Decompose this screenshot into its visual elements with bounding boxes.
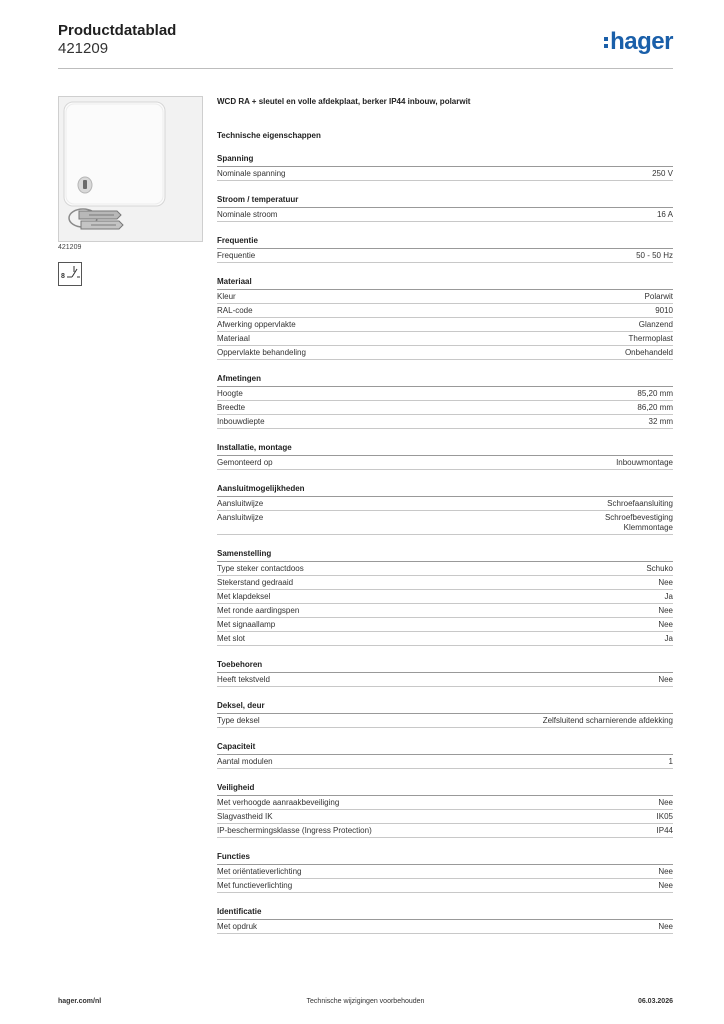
property-value [658, 620, 673, 630]
property-value-line: Nee [658, 620, 673, 629]
footer-website-link[interactable]: hager.com/nl [58, 998, 102, 1005]
property-label: Heeft tekstveld [217, 675, 270, 684]
property-row [217, 346, 673, 360]
property-label: Met oriëntatieverlichting [217, 867, 302, 876]
section-title: Toebehoren [217, 660, 673, 673]
property-value-line: 32 mm [648, 417, 673, 426]
property-label: Type deksel [217, 716, 260, 725]
property-row [217, 824, 673, 838]
property-value [605, 513, 673, 533]
property-row [217, 387, 673, 401]
property-value-line: Nee [658, 881, 673, 890]
property-label: Met signaallamp [217, 620, 276, 629]
property-label: Stekerstand gedraaid [217, 578, 294, 587]
section-title: Materiaal [217, 277, 673, 290]
property-value-line: Nee [658, 867, 673, 876]
property-value-line: Nee [658, 578, 673, 587]
property-label: Met ronde aardingspen [217, 606, 300, 615]
property-value [658, 798, 673, 808]
property-value-line: Nee [658, 606, 673, 615]
property-label: Met slot [217, 634, 246, 643]
logo-text: hager [610, 28, 673, 55]
property-value [658, 867, 673, 877]
property-value [669, 757, 673, 767]
section-title: Stroom / temperatuur [217, 195, 673, 208]
property-section [217, 549, 673, 646]
property-value [652, 169, 673, 179]
property-section [217, 701, 673, 728]
property-section [217, 277, 673, 360]
property-row [217, 167, 673, 181]
property-value-line: 85,20 mm [637, 389, 673, 398]
property-value [607, 499, 673, 509]
property-row [217, 401, 673, 415]
property-value-line: 250 V [652, 169, 673, 178]
footer-note: Technische wijzigingen voorbehouden [306, 998, 425, 1005]
property-row [217, 318, 673, 332]
property-row [217, 304, 673, 318]
property-value-line: IK05 [656, 812, 673, 821]
property-row [217, 562, 673, 576]
property-section [217, 195, 673, 222]
section-title: Capaciteit [217, 742, 673, 755]
property-label: Nominale spanning [217, 169, 286, 178]
property-label: Kleur [217, 292, 236, 301]
property-value-line: Onbehandeld [624, 348, 673, 357]
footer-date: 06.03.2026 [637, 998, 673, 1005]
property-section [217, 236, 673, 263]
property-value [657, 812, 673, 822]
property-section [217, 660, 673, 687]
section-title: Identificatie [217, 907, 673, 920]
property-row [217, 810, 673, 824]
section-title: Veiligheid [217, 783, 673, 796]
hager-logo [604, 30, 673, 54]
product-description: WCD RA + sleutel en volle afdekplaat, berker IP44 inbouw, polarwit [217, 97, 471, 106]
section-title: Deksel, deur [217, 701, 673, 714]
property-row [217, 632, 673, 646]
property-row [217, 208, 673, 222]
property-label: Met verhoogde aanraakbeveiliging [217, 798, 340, 807]
property-label: Materiaal [217, 334, 250, 343]
technical-properties-heading: Technische eigenschappen [217, 131, 321, 140]
property-row [217, 714, 673, 728]
property-section [217, 154, 673, 181]
property-label: Slagvastheid IK [217, 812, 273, 821]
property-label: Met functieverlichting [217, 881, 293, 890]
property-value-line: Glanzend [638, 320, 673, 329]
property-section [217, 484, 673, 535]
image-caption: 421209 [58, 244, 82, 251]
property-value [658, 578, 673, 588]
property-label: RAL-code [217, 306, 253, 315]
property-value-line: Ja [664, 634, 673, 643]
property-label: Gemonteerd op [217, 458, 273, 467]
product-number: 421209 [58, 40, 109, 57]
property-row [217, 590, 673, 604]
wiring-symbol-icon [58, 262, 82, 286]
property-value [543, 716, 673, 726]
property-section [217, 742, 673, 769]
property-row [217, 497, 673, 511]
property-row [217, 920, 673, 934]
property-label: Afwerking oppervlakte [217, 320, 296, 329]
property-section [217, 374, 673, 429]
section-title: Samenstelling [217, 549, 673, 562]
property-value [657, 826, 673, 836]
property-value [665, 592, 673, 602]
property-label: Hoogte [217, 389, 243, 398]
property-label: IP-beschermingsklasse (Ingress Protection) [217, 826, 372, 835]
property-row [217, 865, 673, 879]
property-value [637, 389, 673, 399]
property-row [217, 290, 673, 304]
property-value-line: Schuko [646, 564, 673, 573]
property-value-line: Nee [658, 675, 673, 684]
property-row [217, 576, 673, 590]
property-label: Breedte [217, 403, 246, 412]
property-value [649, 417, 673, 427]
section-title: Afmetingen [217, 374, 673, 387]
property-value [657, 210, 673, 220]
property-sections [217, 154, 673, 934]
property-label: Aansluitwijze [217, 499, 264, 508]
property-row [217, 415, 673, 429]
section-title: Installatie, montage [217, 443, 673, 456]
product-image [58, 96, 203, 242]
property-value [665, 634, 673, 644]
property-row [217, 618, 673, 632]
property-value-line: 9010 [655, 306, 673, 315]
datasheet-content [217, 96, 673, 934]
property-label: Nominale stroom [217, 210, 278, 219]
page-header [58, 22, 673, 70]
property-value [637, 403, 673, 413]
property-value-line: 1 [668, 757, 673, 766]
property-section [217, 907, 673, 934]
property-value [658, 675, 673, 685]
property-value-line: Zelfsluitend scharnierende afdekking [542, 716, 673, 725]
property-value-line: Nee [658, 798, 673, 807]
property-label: Inbouwdiepte [217, 417, 265, 426]
property-value-line: 16 A [656, 210, 673, 219]
property-value-line: Schroefbevestiging [604, 513, 673, 522]
section-title: Frequentie [217, 236, 673, 249]
property-label: Frequentie [217, 251, 256, 260]
property-value [639, 320, 673, 330]
property-value-line: 50 - 50 Hz [636, 251, 673, 260]
property-value [616, 458, 673, 468]
document-title: Productdatablad [58, 22, 177, 39]
property-label: Aansluitwijze [217, 513, 264, 522]
property-value-line: IP44 [656, 826, 673, 835]
property-section [217, 852, 673, 893]
property-row [217, 796, 673, 810]
property-row [217, 456, 673, 470]
property-value [629, 334, 673, 344]
svg-text:8: 8 [61, 273, 65, 280]
section-title: Spanning [217, 154, 673, 167]
property-row [217, 249, 673, 263]
property-row [217, 511, 673, 535]
property-value [658, 606, 673, 616]
property-value [658, 922, 673, 932]
property-value-line: Klemmontage [623, 523, 673, 532]
property-label: Met klapdeksel [217, 592, 271, 601]
property-value [655, 306, 673, 316]
property-row [217, 755, 673, 769]
section-title: Functies [217, 852, 673, 865]
property-row [217, 604, 673, 618]
property-value [636, 251, 673, 261]
property-value-line: Ja [664, 592, 673, 601]
property-value-line: Thermoplast [628, 334, 673, 343]
property-label: Type steker contactdoos [217, 564, 304, 573]
property-label: Oppervlakte behandeling [217, 348, 306, 357]
property-row [217, 332, 673, 346]
property-label: Aantal modulen [217, 757, 273, 766]
property-row [217, 673, 673, 687]
property-value [658, 881, 673, 891]
property-value [646, 564, 673, 574]
property-value-line: 86,20 mm [637, 403, 673, 412]
property-section [217, 783, 673, 838]
property-value [645, 292, 673, 302]
property-section [217, 443, 673, 470]
socket-with-keys-icon [59, 97, 202, 241]
property-row [217, 879, 673, 893]
header-divider [58, 68, 673, 69]
property-value-line: Schroefaansluiting [607, 499, 673, 508]
property-value [625, 348, 673, 358]
section-title: Aansluitmogelijkheden [217, 484, 673, 497]
logo-dots-icon [604, 37, 608, 48]
property-value-line: Inbouwmontage [616, 458, 673, 467]
property-label: Met opdruk [217, 922, 258, 931]
property-value-line: Nee [658, 922, 673, 931]
property-value-line: Polarwit [644, 292, 673, 301]
